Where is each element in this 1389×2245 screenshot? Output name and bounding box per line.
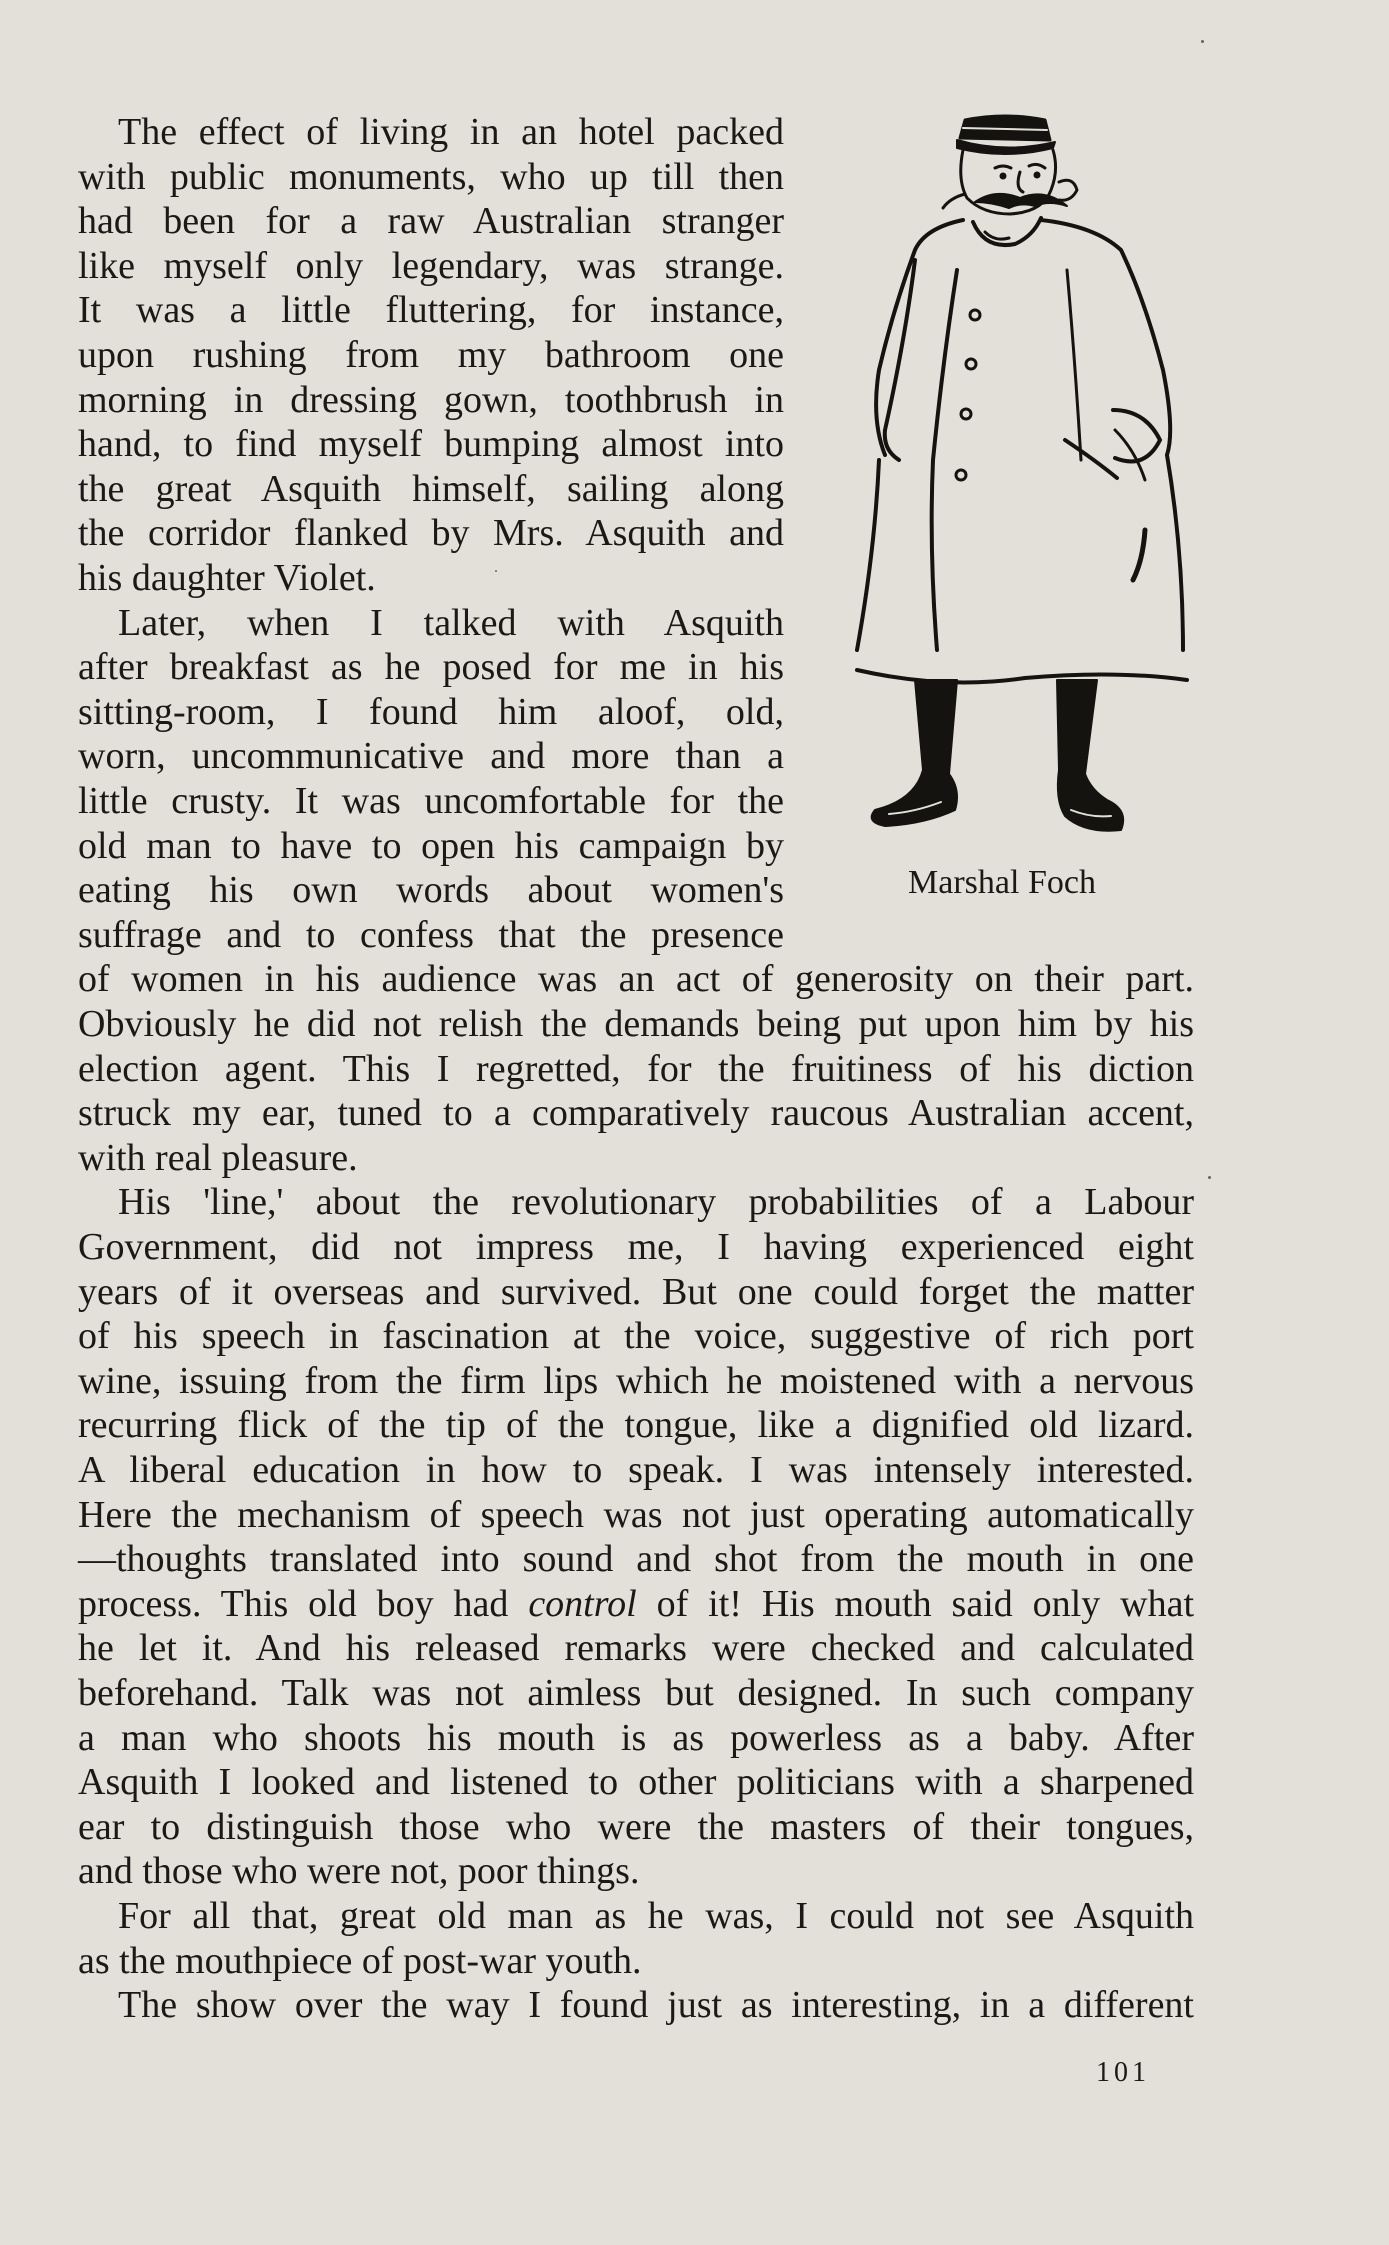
- text-line: The show over the way I found just as interesting, in a different: [118, 1984, 1194, 2027]
- text-line: struck my ear, tuned to a comparatively raucous Australian accent,: [78, 1092, 1194, 1135]
- text-line: wine, issuing from the firm lips which he moistened with a nervous: [78, 1359, 1194, 1402]
- text-line: recurring flick of the tip of the tongue, like a dignified old lizard.: [78, 1404, 1194, 1447]
- text-line: the corridor flanked by Mrs. Asquith and: [78, 512, 784, 555]
- text-line: Asquith I looked and listened to other politicians with a sharpened: [78, 1761, 1194, 1804]
- figure-caption: Marshal Foch: [908, 864, 1096, 901]
- text-line: of his speech in fascination at the voice, suggestive of rich port: [78, 1315, 1194, 1358]
- paper-speck: [495, 570, 497, 572]
- paper-speck: [1201, 40, 1204, 43]
- text-line: Obviously he did not relish the demands being put upon him by his: [78, 1003, 1194, 1045]
- text-line: suffrage and to confess that the presence: [78, 913, 784, 956]
- text-line: process. This old boy had control of it! His mouth said only what: [78, 1582, 1194, 1625]
- text-line: upon rushing from my bathroom one: [78, 334, 784, 376]
- text-line: ear to distinguish those who were the masters of their tongues,: [78, 1805, 1194, 1848]
- text-line: His 'line,' about the revolutionary probabilities of a Labour: [118, 1181, 1194, 1224]
- text-line: hand, to find myself bumping almost into: [78, 423, 784, 466]
- text-line: worn, uncommunicative and more than a: [78, 735, 784, 778]
- text-line: beforehand. Talk was not aimless but designed. In such company: [78, 1672, 1194, 1714]
- text-line: of women in his audience was an act of generosity on their part.: [78, 958, 1194, 1001]
- text-line: years of it overseas and survived. But one could forget the matter: [78, 1270, 1194, 1313]
- page-number: 101: [1096, 2057, 1150, 2088]
- text-line: his daughter Violet.: [78, 557, 376, 599]
- text-line: eating his own words about women's: [78, 869, 784, 912]
- text-line: sitting-room, I found him aloof, old,: [78, 690, 784, 733]
- text-line: like myself only legendary, was strange.: [78, 244, 784, 287]
- text-line: and those who were not, poor things.: [78, 1850, 640, 1893]
- marshal-foch-illustration-icon: [845, 110, 1205, 860]
- text-line: after breakfast as he posed for me in his: [78, 646, 784, 689]
- text-line: A liberal education in how to speak. I was intensely interested.: [78, 1449, 1194, 1491]
- text-line: The effect of living in an hotel packed: [118, 111, 784, 153]
- text-line: with public monuments, who up till then: [78, 155, 784, 198]
- text-line: he let it. And his released remarks were checked and calculated: [78, 1627, 1194, 1670]
- text-line: little crusty. It was uncomfortable for the: [78, 780, 784, 822]
- text-line: old man to have to open his campaign by: [78, 824, 784, 867]
- text-line: Here the mechanism of speech was not just operating automatically: [78, 1493, 1194, 1536]
- text-line: with real pleasure.: [78, 1136, 358, 1179]
- text-line: had been for a raw Australian stranger: [78, 200, 784, 243]
- text-line: For all that, great old man as he was, I could not see Asquith: [118, 1895, 1194, 1937]
- paper-speck: [1208, 1176, 1211, 1179]
- italic-word: control: [528, 1582, 637, 1625]
- text-line: It was a little fluttering, for instance,: [78, 289, 784, 332]
- text-line: morning in dressing gown, toothbrush in: [78, 378, 784, 421]
- text-line: —thoughts translated into sound and shot from the mouth in one: [78, 1538, 1194, 1581]
- text-line: election agent. This I regretted, for the fruitiness of his diction: [78, 1047, 1194, 1090]
- text-line: Later, when I talked with Asquith: [118, 601, 784, 644]
- text-line: a man who shoots his mouth is as powerless as a baby. After: [78, 1716, 1194, 1759]
- text-line: as the mouthpiece of post-war youth.: [78, 1939, 642, 1982]
- text-line: Government, did not impress me, I having experienced eight: [78, 1226, 1194, 1268]
- text-line: the great Asquith himself, sailing along: [78, 467, 784, 510]
